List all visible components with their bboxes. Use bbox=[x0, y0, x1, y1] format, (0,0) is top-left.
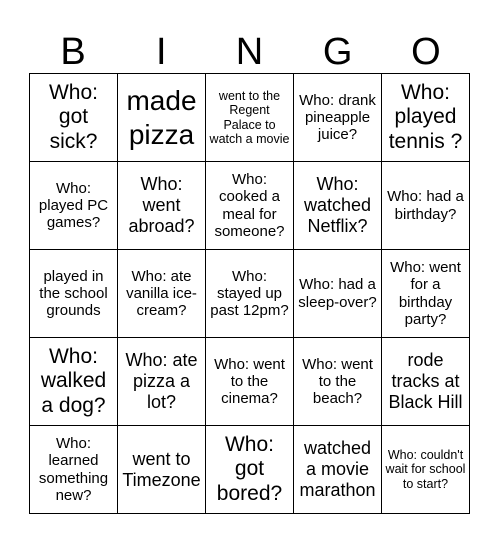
bingo-cell[interactable]: Who: stayed up past 12pm? bbox=[206, 250, 294, 338]
bingo-cell[interactable]: Who: had a birthday? bbox=[382, 162, 470, 250]
header-letter-g: G bbox=[322, 31, 353, 73]
header-letter-i: I bbox=[156, 31, 167, 73]
bingo-cell[interactable]: played in the school grounds bbox=[30, 250, 118, 338]
bingo-cell[interactable]: Who: played PC games? bbox=[30, 162, 118, 250]
bingo-cell[interactable]: rode tracks at Black Hill bbox=[382, 338, 470, 426]
bingo-cell[interactable]: Who: went abroad? bbox=[118, 162, 206, 250]
bingo-cell[interactable]: Who: went to the cinema? bbox=[206, 338, 294, 426]
bingo-cell[interactable]: went to the Regent Palace to watch a movie bbox=[206, 74, 294, 162]
bingo-cell[interactable]: Who: got bored? bbox=[206, 426, 294, 514]
bingo-cell[interactable]: Who: cooked a meal for someone? bbox=[206, 162, 294, 250]
bingo-cell[interactable]: Who: had a sleep-over? bbox=[294, 250, 382, 338]
bingo-cell[interactable]: went to Timezone bbox=[118, 426, 206, 514]
bingo-cell[interactable]: Who: played tennis ? bbox=[382, 74, 470, 162]
bingo-cell[interactable]: Who: went for a birthday party? bbox=[382, 250, 470, 338]
bingo-cell[interactable]: Who: learned something new? bbox=[30, 426, 118, 514]
bingo-cell[interactable]: Who: ate vanilla ice-cream? bbox=[118, 250, 206, 338]
bingo-cell[interactable]: Who: drank pineapple juice? bbox=[294, 74, 382, 162]
header-letter-n: N bbox=[235, 31, 264, 73]
header-letter-o: O bbox=[411, 31, 441, 73]
bingo-cell[interactable]: Who: got sick? bbox=[30, 74, 118, 162]
bingo-cell[interactable]: Who: couldn't wait for school to start? bbox=[382, 426, 470, 514]
bingo-cell[interactable]: made pizza bbox=[118, 74, 206, 162]
bingo-cell[interactable]: Who: went to the beach? bbox=[294, 338, 382, 426]
bingo-cell[interactable]: watched a movie marathon bbox=[294, 426, 382, 514]
bingo-board bbox=[29, 73, 470, 514]
header-letter-b: B bbox=[60, 31, 86, 73]
bingo-header bbox=[29, 30, 470, 74]
bingo-cell[interactable]: Who: walked a dog? bbox=[30, 338, 118, 426]
bingo-cell[interactable]: Who: ate pizza a lot? bbox=[118, 338, 206, 426]
bingo-cell[interactable]: Who: watched Netflix? bbox=[294, 162, 382, 250]
